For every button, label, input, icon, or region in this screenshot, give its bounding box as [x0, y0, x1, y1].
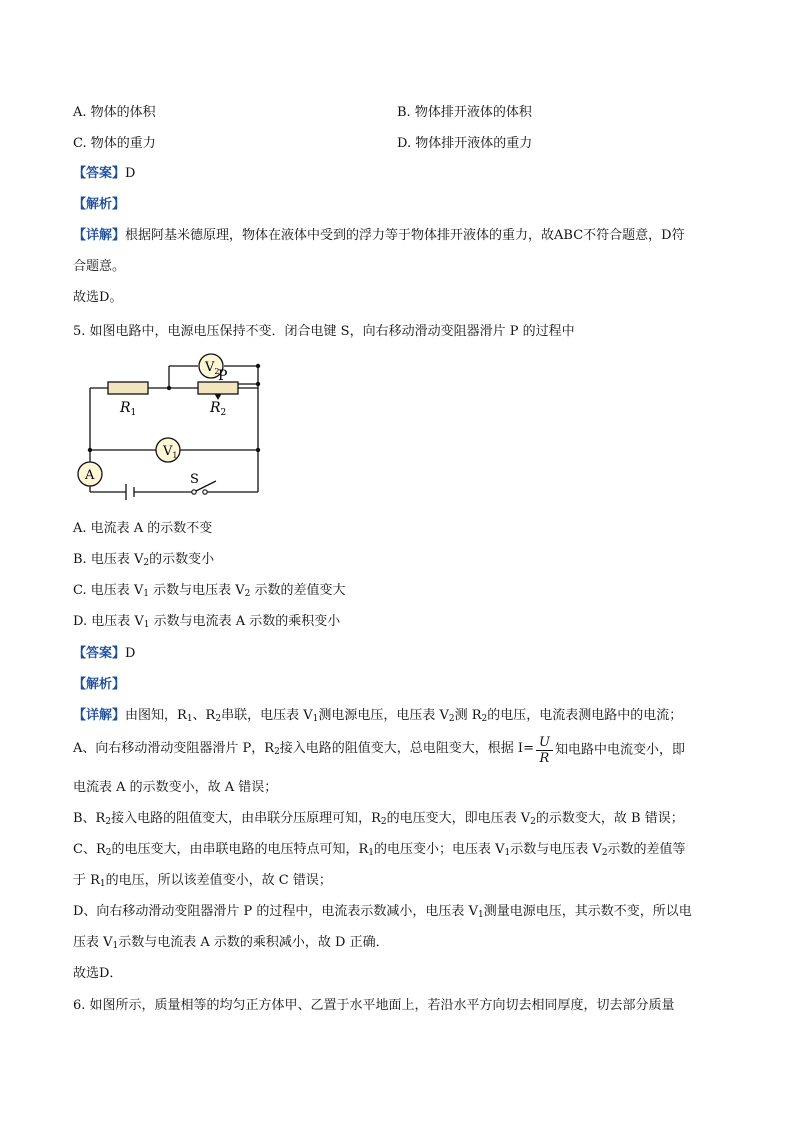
detail-tag: 【详解】 [73, 708, 126, 723]
q5-detail-c-line-1: C、$R_2$的电压变大，由串联电路的电压特点可知，$R_1$的电压变小；电压表 $V_1$示数与电压表 $V_2$示数的差值等 [73, 842, 686, 858]
r1-label: $R_1$ [120, 400, 137, 418]
q5-detail-c-line-2: 于 $R_1$的电压，所以该差值变小，故 C 错误； [73, 873, 332, 889]
switch-s-label: S [190, 472, 199, 487]
answer-tag: 【答案】 [73, 166, 126, 181]
q5-conclusion: 故选D． [73, 966, 123, 981]
q5-detail-a-line-2: 电流表 A 的示数变小，故 A 错误； [73, 780, 278, 795]
v1-label: $V_1$ [163, 444, 178, 460]
q5-stem: 5. 如图电路中，电源电压保持不变．闭合电键 S，向右移动滑动变阻器滑片 P 的过程中 [73, 324, 575, 339]
q5-detail-d-line-2: 压表 $V_1$示数与电流表 A 示数的乘积减小，故 D 正确． [73, 935, 389, 951]
circuit-diagram [70, 348, 270, 500]
slider-p-label: P [218, 368, 228, 384]
answer-value: D [125, 166, 136, 181]
analysis-tag: 【解析】 [73, 677, 126, 692]
q4-option-d: D. 物体排开液体的重力 [397, 136, 533, 151]
q4-detail-line-2: 合题意。 [73, 259, 126, 274]
q5-option-c: C. 电压表 $V_1$ 示数与电压表 $V_2$ 示数的差值变大 [73, 583, 346, 599]
q5-detail-d-line-1: D、向右移动滑动变阻器滑片 P 的过程中，电流表示数减小，电压表 $V_1$测量电源电压，其示数不变，所以电 [73, 904, 692, 920]
v2-label: $V_2$ [205, 360, 220, 376]
ammeter-label: A [85, 468, 95, 483]
answer-tag: 【答案】 [73, 646, 126, 661]
q5-detail-intro: 【详解】由图知，$R_1$、$R_2$串联，电压表 $V_1$测电源电压，电压表 $V_2$测 $R_2$的电压，电流表测电路中的电流； [73, 708, 683, 724]
r2-label: $R_2$ [210, 400, 227, 418]
answer-value: D [125, 646, 136, 661]
q4-option-c: C. 物体的重力 [73, 136, 156, 151]
q4-option-b: B. 物体排开液体的体积 [397, 105, 532, 120]
q5-option-d: D. 电压表 $V_1$ 示数与电流表 A 示数的乘积变小 [73, 614, 341, 630]
q5-detail-a-line-1: A、向右移动滑动变阻器滑片 P，$R_2$接入电路的阻值变大，总电阻变大，根据 I= $\frac{U}{R}$ 知电路中电流变小，即 [73, 735, 685, 766]
resistor-r1 [108, 382, 148, 394]
q4-detail-line-1: 【详解】根据阿基米德原理，物体在液体中受到的浮力等于物体排开液体的重力，故ABC不符合题意，D符 [73, 228, 685, 243]
q6-stem: 6. 如图所示，质量相等的均匀正方体甲、乙置于水平地面上，若沿水平方向切去相同厚度，切去部分质量 [73, 998, 675, 1013]
analysis-tag: 【解析】 [73, 197, 126, 212]
q5-answer-line [73, 645, 135, 663]
q4-option-a: A. 物体的体积 [73, 105, 156, 120]
q5-option-a: A. 电流表 A 的示数不变 [73, 521, 213, 536]
q5-option-b: B. 电压表 $V_2$的示数变小 [73, 552, 215, 568]
q5-detail-b: B、$R_2$接入电路的阻值变大，由串联分压原理可知，$R_2$的电压变大，即电压表 $V_2$的示数变大，故 B 错误； [73, 811, 684, 827]
formula-fraction: $\frac{U}{R}$ [536, 735, 553, 766]
q4-conclusion: 故选D。 [73, 290, 123, 305]
q4-answer-line [73, 165, 135, 183]
detail-tag: 【详解】 [73, 228, 126, 243]
